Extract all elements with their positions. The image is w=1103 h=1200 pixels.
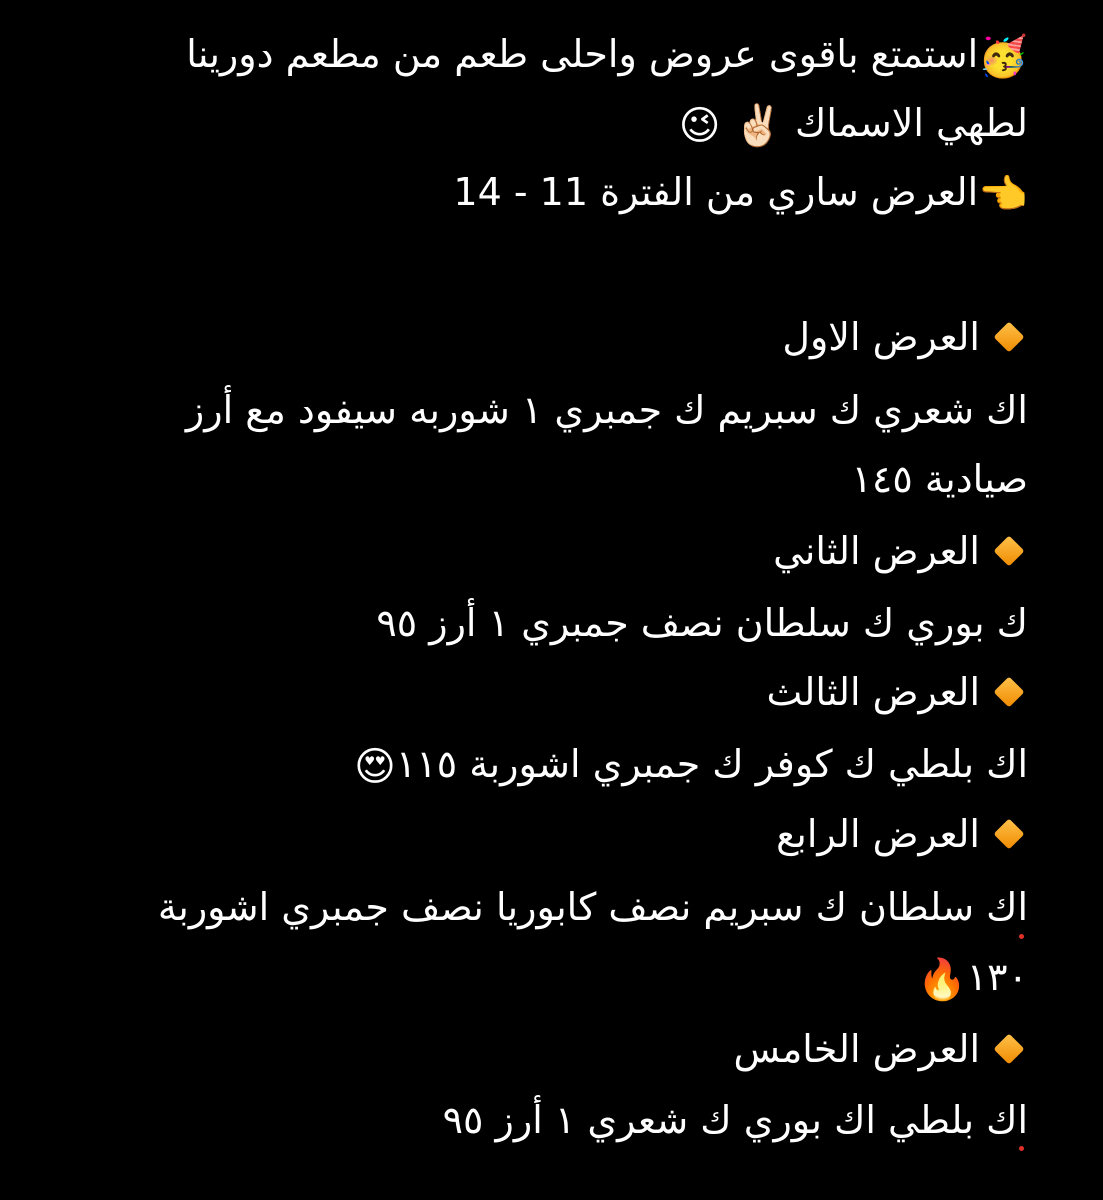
intro-line-3	[453, 162, 1028, 222]
offer-3-line-1	[354, 734, 1028, 794]
offer-4-line-1: اك سلطان ك سبريم نصف كابوريا نصف جمبري اشوربة	[157, 885, 1028, 929]
offer-4-heading-text: العرض الرابع	[776, 812, 980, 856]
orange-diamond-icon	[993, 535, 1024, 566]
orange-diamond-icon	[993, 1033, 1024, 1064]
offer-2-heading	[773, 521, 1028, 581]
victory-wink-emoji-icon: ✌🏻 😉	[678, 102, 783, 149]
intro-line-1	[186, 24, 1028, 84]
pointing-hand-emoji-icon: 👈	[978, 171, 1028, 218]
intro-line-2	[679, 93, 1028, 153]
orange-diamond-icon	[993, 818, 1024, 849]
intro-line-3-text: العرض ساري من الفترة 11 - 14	[453, 170, 979, 214]
intro-line-2-text: لطهي الاسماك	[782, 101, 1028, 145]
offer-3-heading-text: العرض الثالث	[766, 670, 980, 714]
heart-eyes-emoji-icon: 😍	[354, 743, 396, 790]
offer-1-line-1: اك شعري ك سبريم ك جمبري ١ شوربه سيفود مع أرز	[185, 388, 1028, 432]
offer-5-heading	[734, 1019, 1029, 1079]
intro-line-1-text: استمتع باقوى عروض واحلى طعم من مطعم دورينا	[186, 32, 979, 76]
offer-2-heading-text: العرض الثاني	[773, 529, 980, 573]
orange-diamond-icon	[993, 321, 1024, 352]
fire-emoji-icon: 🔥	[916, 956, 967, 1003]
text-cursor-marker	[1019, 1146, 1024, 1151]
offer-3-heading	[766, 662, 1028, 722]
offer-4-line-2	[917, 947, 1028, 1007]
offer-3-line-1-text: اك بلطي ك كوفر ك جمبري اشوربة ١١٥	[395, 742, 1028, 786]
offer-1-heading	[782, 307, 1028, 367]
offer-5-line-1: اك بلطي اك بوري ك شعري ١ أرز ٩٥	[442, 1098, 1028, 1142]
offer-5-heading-text: العرض الخامس	[733, 1027, 980, 1071]
offer-1-line-2: صيادية ١٤٥	[851, 457, 1028, 501]
orange-diamond-icon	[993, 676, 1024, 707]
offer-4-heading	[776, 804, 1028, 864]
offer-2-line-1: ك بوري ك سلطان نصف جمبري ١ أرز ٩٥	[376, 601, 1028, 645]
offer-1-heading-text: العرض الاول	[782, 315, 980, 359]
party-face-emoji-icon: 🥳	[978, 33, 1028, 80]
text-cursor-marker	[1019, 934, 1024, 939]
offer-4-line-2-text: ١٣٠	[966, 955, 1028, 999]
